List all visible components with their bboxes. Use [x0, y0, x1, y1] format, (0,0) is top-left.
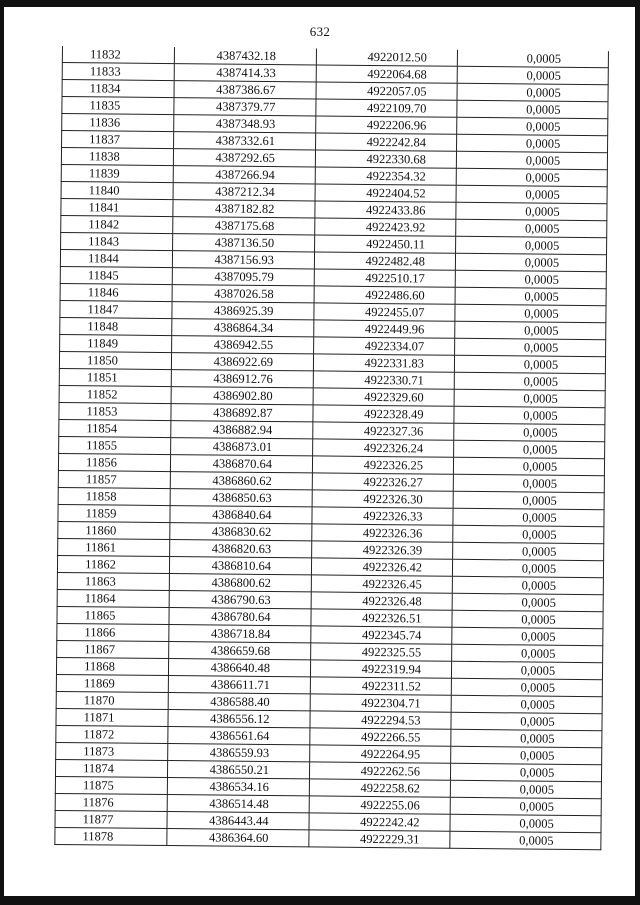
x-coordinate-cell: 4386850.63	[170, 489, 312, 507]
point-number-cell: 11865	[57, 606, 169, 624]
y-coordinate-cell: 4922330.68	[315, 150, 456, 168]
y-coordinate-cell: 4922326.51	[311, 609, 452, 627]
error-value-cell: 0,0005	[455, 287, 606, 305]
y-coordinate-cell: 4922258.62	[309, 779, 450, 797]
x-coordinate-cell: 4387414.33	[174, 64, 316, 82]
error-value-cell: 0,0005	[455, 304, 606, 322]
point-number-cell: 11842	[61, 215, 173, 233]
x-coordinate-cell: 4386534.16	[167, 778, 309, 796]
x-coordinate-cell: 4386840.64	[170, 506, 312, 524]
x-coordinate-cell: 4386860.62	[170, 472, 312, 490]
point-number-cell: 11861	[58, 538, 170, 556]
x-coordinate-cell: 4386780.64	[169, 608, 311, 626]
y-coordinate-cell: 4922450.11	[315, 235, 456, 253]
y-coordinate-cell: 4922330.71	[313, 371, 454, 389]
x-coordinate-cell: 4386550.21	[167, 761, 309, 779]
y-coordinate-cell: 4922449.96	[314, 320, 455, 338]
error-value-cell: 0,0005	[453, 474, 604, 492]
point-number-cell: 11832	[62, 46, 174, 64]
y-coordinate-cell: 4922326.24	[313, 439, 454, 457]
point-number-cell: 11870	[56, 691, 168, 709]
y-coordinate-cell: 4922319.94	[310, 660, 451, 678]
x-coordinate-cell: 4386902.80	[171, 387, 313, 405]
scan-border-top	[0, 0, 640, 7]
error-value-cell: 0,0005	[456, 151, 607, 169]
x-coordinate-cell: 4387432.18	[174, 47, 316, 65]
x-coordinate-cell: 4386611.71	[168, 676, 310, 694]
point-number-cell: 11836	[62, 114, 174, 132]
y-coordinate-cell: 4922345.74	[311, 626, 452, 644]
x-coordinate-cell: 4386561.64	[168, 727, 310, 745]
x-coordinate-cell: 4386864.34	[172, 319, 314, 337]
x-coordinate-cell: 4386912.76	[171, 370, 313, 388]
x-coordinate-cell: 4387095.79	[172, 268, 314, 286]
x-coordinate-cell: 4386640.48	[168, 659, 310, 677]
y-coordinate-cell: 4922326.25	[312, 456, 453, 474]
point-number-cell: 11864	[57, 589, 169, 607]
error-value-cell: 0,0005	[454, 372, 605, 390]
error-value-cell: 0,0005	[456, 202, 607, 220]
error-value-cell: 0,0005	[454, 355, 605, 373]
x-coordinate-cell: 4386820.63	[170, 540, 312, 558]
error-value-cell: 0,0005	[455, 253, 606, 271]
error-value-cell: 0,0005	[457, 134, 608, 152]
error-value-cell: 0,0005	[452, 627, 603, 645]
x-coordinate-cell: 4386830.62	[170, 523, 312, 541]
error-value-cell: 0,0005	[456, 185, 607, 203]
x-coordinate-cell: 4386556.12	[168, 710, 310, 728]
error-value-cell: 0,0005	[454, 389, 605, 407]
error-value-cell: 0,0005	[452, 559, 603, 577]
y-coordinate-cell: 4922334.07	[314, 337, 455, 355]
error-value-cell: 0,0005	[451, 746, 602, 764]
y-coordinate-cell: 4922206.96	[316, 116, 457, 134]
error-value-cell: 0,0005	[452, 593, 603, 611]
error-value-cell: 0,0005	[451, 729, 602, 747]
y-coordinate-cell: 4922326.45	[311, 575, 452, 593]
point-number-cell: 11877	[55, 810, 167, 828]
y-coordinate-cell: 4922326.48	[311, 592, 452, 610]
point-number-cell: 11854	[59, 419, 171, 437]
y-coordinate-cell: 4922455.07	[314, 303, 455, 321]
x-coordinate-cell: 4387348.93	[174, 115, 316, 133]
error-value-cell: 0,0005	[451, 712, 602, 730]
coordinates-table-container	[54, 46, 608, 850]
x-coordinate-cell: 4387386.67	[174, 81, 316, 99]
y-coordinate-cell: 4922264.95	[310, 745, 451, 763]
x-coordinate-cell: 4386659.68	[169, 642, 311, 660]
x-coordinate-cell: 4386882.94	[171, 421, 313, 439]
x-coordinate-cell: 4386925.39	[172, 302, 314, 320]
y-coordinate-cell: 4922331.83	[313, 354, 454, 372]
point-number-cell: 11838	[61, 148, 173, 166]
point-number-cell: 11835	[62, 97, 174, 115]
point-number-cell: 11871	[56, 708, 168, 726]
error-value-cell: 0,0005	[454, 423, 605, 441]
x-coordinate-cell: 4387266.94	[173, 166, 315, 184]
y-coordinate-cell: 4922423.92	[315, 218, 456, 236]
error-value-cell: 0,0005	[452, 644, 603, 662]
error-value-cell: 0,0005	[450, 797, 601, 815]
point-number-cell: 11841	[61, 198, 173, 216]
y-coordinate-cell: 4922255.06	[309, 796, 450, 814]
error-value-cell: 0,0005	[455, 321, 606, 339]
x-coordinate-cell: 4386514.48	[167, 795, 309, 813]
y-coordinate-cell: 4922327.36	[313, 422, 454, 440]
x-coordinate-cell: 4386810.64	[169, 557, 311, 575]
point-number-cell: 11872	[56, 725, 168, 743]
y-coordinate-cell: 4922064.68	[316, 65, 457, 83]
error-value-cell: 0,0005	[456, 219, 607, 237]
point-number-cell: 11857	[58, 470, 170, 488]
y-coordinate-cell: 4922311.52	[310, 677, 451, 695]
point-number-cell: 11876	[55, 793, 167, 811]
point-number-cell: 11873	[56, 742, 168, 760]
point-number-cell: 11847	[60, 300, 172, 318]
x-coordinate-cell: 4387292.65	[173, 149, 315, 167]
error-value-cell: 0,0005	[453, 457, 604, 475]
error-value-cell: 0,0005	[456, 168, 607, 186]
point-number-cell: 11867	[57, 640, 169, 658]
y-coordinate-cell: 4922328.49	[313, 405, 454, 423]
error-value-cell: 0,0005	[457, 117, 608, 135]
y-coordinate-cell: 4922354.32	[315, 167, 456, 185]
error-value-cell: 0,0005	[453, 508, 604, 526]
error-value-cell: 0,0005	[457, 100, 608, 118]
x-coordinate-cell: 4386800.62	[169, 574, 311, 592]
y-coordinate-cell: 4922229.31	[309, 830, 450, 848]
error-value-cell: 0,0005	[451, 695, 602, 713]
point-number-cell: 11840	[61, 181, 173, 199]
y-coordinate-cell: 4922486.60	[314, 286, 455, 304]
y-coordinate-cell: 4922326.27	[312, 473, 453, 491]
x-coordinate-cell: 4386718.84	[169, 625, 311, 643]
error-value-cell: 0,0005	[453, 542, 604, 560]
coordinates-table-body	[55, 46, 609, 850]
error-value-cell: 0,0005	[455, 270, 606, 288]
y-coordinate-cell: 4922329.60	[313, 388, 454, 406]
x-coordinate-cell: 4387379.77	[174, 98, 316, 116]
y-coordinate-cell: 4922304.71	[310, 694, 451, 712]
point-number-cell: 11869	[56, 674, 168, 692]
point-number-cell: 11875	[55, 776, 167, 794]
point-number-cell: 11846	[60, 283, 172, 301]
point-number-cell: 11848	[60, 317, 172, 335]
y-coordinate-cell: 4922510.17	[314, 269, 455, 287]
error-value-cell: 0,0005	[451, 678, 602, 696]
y-coordinate-cell: 4922109.70	[316, 99, 457, 117]
x-coordinate-cell: 4386873.01	[171, 438, 313, 456]
y-coordinate-cell: 4922294.53	[310, 711, 451, 729]
coordinates-table	[54, 46, 609, 850]
x-coordinate-cell: 4386870.64	[170, 455, 312, 473]
point-number-cell: 11862	[57, 555, 169, 573]
x-coordinate-cell: 4387332.61	[174, 132, 316, 150]
y-coordinate-cell: 4922262.56	[309, 762, 450, 780]
point-number-cell: 11868	[56, 657, 168, 675]
y-coordinate-cell: 4922404.52	[315, 184, 456, 202]
error-value-cell: 0,0005	[454, 440, 605, 458]
y-coordinate-cell: 4922242.42	[309, 813, 450, 831]
y-coordinate-cell: 4922012.50	[316, 48, 457, 66]
y-coordinate-cell: 4922325.55	[311, 643, 452, 661]
y-coordinate-cell: 4922326.39	[312, 541, 453, 559]
point-number-cell: 11860	[58, 521, 170, 539]
x-coordinate-cell: 4387026.58	[172, 285, 314, 303]
error-value-cell: 0,0005	[450, 780, 601, 798]
x-coordinate-cell: 4386790.63	[169, 591, 311, 609]
error-value-cell: 0,0005	[453, 525, 604, 543]
error-value-cell: 0,0005	[450, 814, 601, 832]
point-number-cell: 11833	[62, 63, 174, 81]
x-coordinate-cell: 4386443.44	[167, 812, 309, 830]
point-number-cell: 11852	[59, 385, 171, 403]
point-number-cell: 11834	[62, 80, 174, 98]
x-coordinate-cell: 4387182.82	[173, 200, 315, 218]
scan-border-left	[0, 0, 4, 905]
point-number-cell: 11866	[57, 623, 169, 641]
y-coordinate-cell: 4922433.86	[315, 201, 456, 219]
point-number-cell: 11853	[59, 402, 171, 420]
y-coordinate-cell: 4922326.42	[311, 558, 452, 576]
error-value-cell: 0,0005	[456, 236, 607, 254]
point-number-cell: 11843	[61, 232, 173, 250]
error-value-cell: 0,0005	[457, 83, 608, 101]
point-number-cell: 11858	[58, 487, 170, 505]
x-coordinate-cell: 4387175.68	[173, 217, 315, 235]
error-value-cell: 0,0005	[450, 763, 601, 781]
error-value-cell: 0,0005	[451, 661, 602, 679]
point-number-cell: 11874	[55, 759, 167, 777]
x-coordinate-cell: 4387212.34	[173, 183, 315, 201]
scan-border-bottom	[0, 896, 640, 905]
y-coordinate-cell: 4922326.36	[312, 524, 453, 542]
x-coordinate-cell: 4386588.40	[168, 693, 310, 711]
x-coordinate-cell: 4387156.93	[172, 251, 314, 269]
point-number-cell: 11845	[60, 266, 172, 284]
error-value-cell: 0,0005	[453, 491, 604, 509]
x-coordinate-cell: 4386892.87	[171, 404, 313, 422]
x-coordinate-cell: 4386559.93	[168, 744, 310, 762]
y-coordinate-cell: 4922326.30	[312, 490, 453, 508]
error-value-cell: 0,0005	[452, 610, 603, 628]
scan-border-right	[635, 0, 640, 905]
point-number-cell: 11850	[59, 351, 171, 369]
error-value-cell: 0,0005	[457, 50, 608, 68]
error-value-cell: 0,0005	[457, 66, 608, 84]
x-coordinate-cell: 4386364.60	[167, 829, 309, 847]
y-coordinate-cell: 4922057.05	[316, 82, 457, 100]
y-coordinate-cell: 4922242.84	[316, 133, 457, 151]
y-coordinate-cell: 4922266.55	[310, 728, 451, 746]
point-number-cell: 11855	[59, 436, 171, 454]
x-coordinate-cell: 4386922.69	[171, 353, 313, 371]
error-value-cell: 0,0005	[450, 831, 601, 849]
y-coordinate-cell: 4922326.33	[312, 507, 453, 525]
point-number-cell: 11851	[59, 368, 171, 386]
point-number-cell: 11837	[62, 131, 174, 149]
x-coordinate-cell: 4387136.50	[173, 234, 315, 252]
point-number-cell: 11863	[57, 572, 169, 590]
error-value-cell: 0,0005	[452, 576, 603, 594]
point-number-cell: 11844	[60, 249, 172, 267]
x-coordinate-cell: 4386942.55	[172, 336, 314, 354]
point-number-cell: 11859	[58, 504, 170, 522]
point-number-cell: 11839	[61, 164, 173, 182]
point-number-cell: 11878	[55, 827, 167, 845]
point-number-cell: 11849	[60, 334, 172, 352]
page-number: 632	[309, 24, 331, 39]
point-number-cell: 11856	[58, 453, 170, 471]
y-coordinate-cell: 4922482.48	[314, 252, 455, 270]
error-value-cell: 0,0005	[455, 338, 606, 356]
error-value-cell: 0,0005	[454, 406, 605, 424]
